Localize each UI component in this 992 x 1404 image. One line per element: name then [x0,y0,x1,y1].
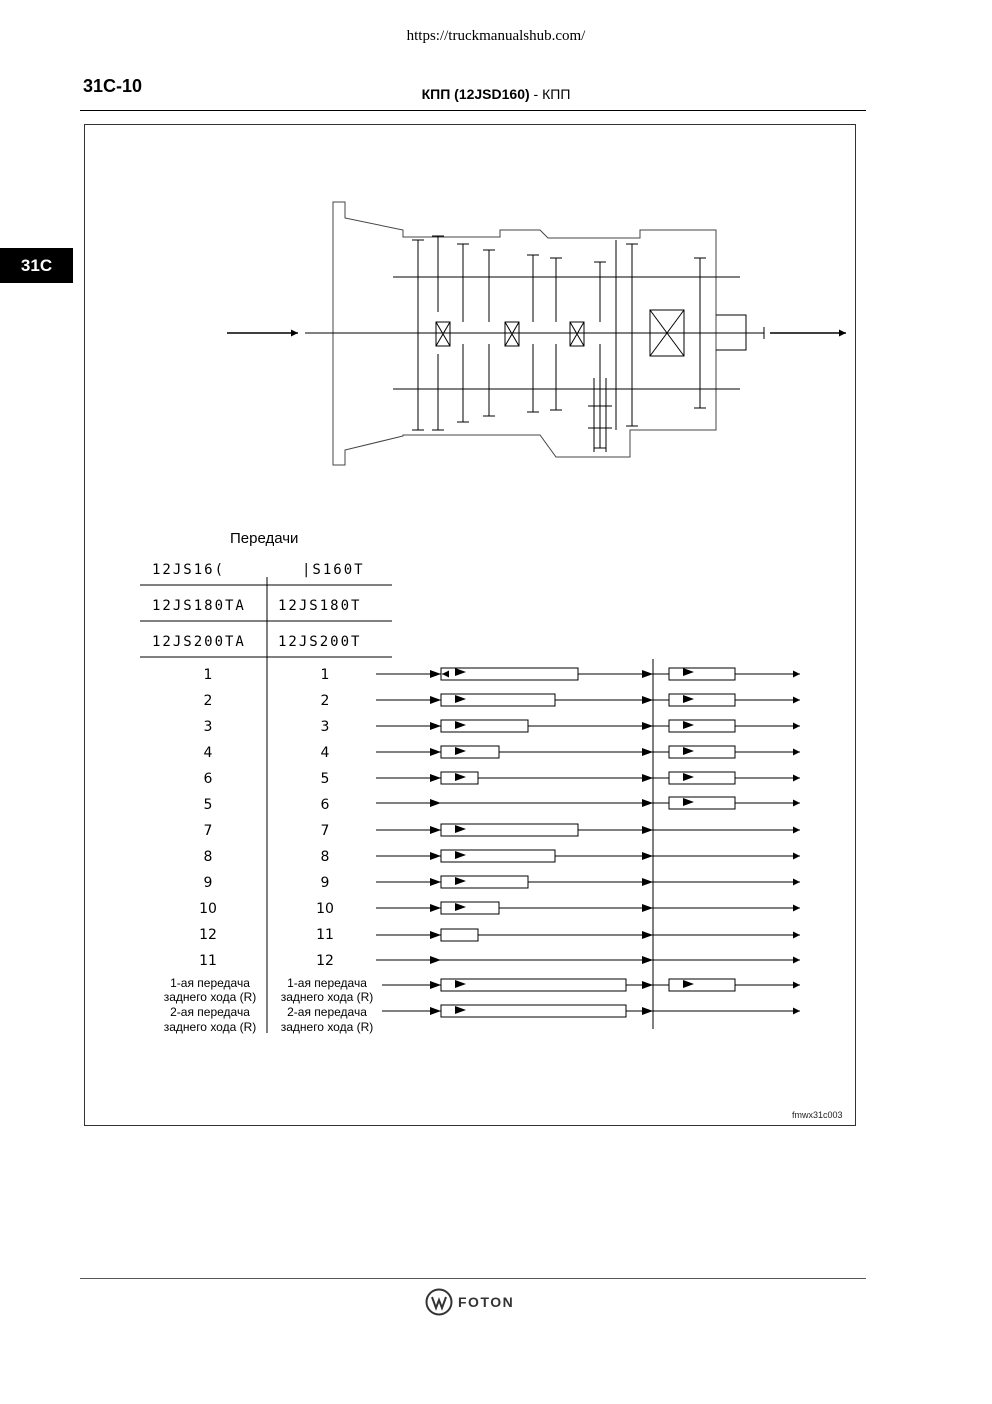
gear-left: 10 [199,901,217,917]
footer-logo [425,1288,514,1316]
gear-left: 8 [203,849,213,865]
model-left-3: 12JS200TA [152,634,246,650]
gear-right: 12 [316,953,334,969]
reverse-2-left-line2: заднего хода (R) [163,1020,257,1034]
flow-row-reverse-2 [382,1005,800,1017]
gear-right: 9 [320,875,330,891]
transmission-schematic [227,202,846,465]
model-right-2: 12JS180T [278,598,362,614]
reverse-1-left-line1: 1-ая передача [170,976,250,990]
model-left-1: 12JS16( [152,562,226,578]
table-caption: Передачи [230,530,299,547]
gear-left: 1 [203,667,213,683]
gear-left: 9 [203,875,213,891]
page-number: 31C-10 [83,76,143,96]
gear-left: 3 [203,719,213,735]
gear-right: 7 [320,823,330,839]
foton-emblem-icon [425,1288,453,1316]
gear-right: 8 [320,849,330,865]
gear-left: 4 [203,745,213,761]
model-right-1: |S160T [302,562,365,578]
gear-right: 6 [320,797,330,813]
reverse-2-left-line1: 2-ая передача [170,1005,250,1019]
reverse-2-right-line2: заднего хода (R) [280,1020,374,1034]
reverse-1-left-line2: заднего хода (R) [163,990,257,1004]
gear-left: 7 [203,823,213,839]
gear-left: 6 [203,771,213,787]
footer-brand: FOTON [458,1294,515,1310]
reverse-2-right-line1: 2-ая передача [287,1005,367,1019]
footer-rule [80,1278,866,1279]
gear-right: 11 [316,927,334,943]
gear-left: 12 [199,927,217,943]
gear-right: 10 [316,901,334,917]
gear-right: 1 [320,667,330,683]
model-left-2: 12JS180TA [152,598,246,614]
gear-table [140,530,800,1034]
gear-right: 3 [320,719,330,735]
header-title-bold: КПП (12JSD160) [421,86,530,102]
gear-left: 2 [203,693,213,709]
figure-reference-code: fmwx31c003 [792,1110,843,1120]
gear-left: 11 [199,953,217,969]
gear-right: 2 [320,693,330,709]
gear-right: 4 [320,745,330,761]
gear-right: 5 [320,771,330,787]
flow-row-reverse-1 [382,979,800,991]
header-title-rest: - КПП [529,86,571,102]
power-flow-lines [376,659,800,1029]
gear-pairs [412,236,706,448]
gear-left: 5 [203,797,213,813]
gear-number-column-left [199,667,217,969]
gear-number-column-right [316,667,334,969]
reverse-1-right-line1: 1-ая передача [287,976,367,990]
model-right-3: 12JS200T [278,634,362,650]
reverse-labels [164,976,374,1034]
reverse-1-right-line2: заднего хода (R) [280,990,374,1004]
source-url: https://truckmanualshub.com/ [406,28,586,44]
section-tab: 31C [0,248,73,283]
